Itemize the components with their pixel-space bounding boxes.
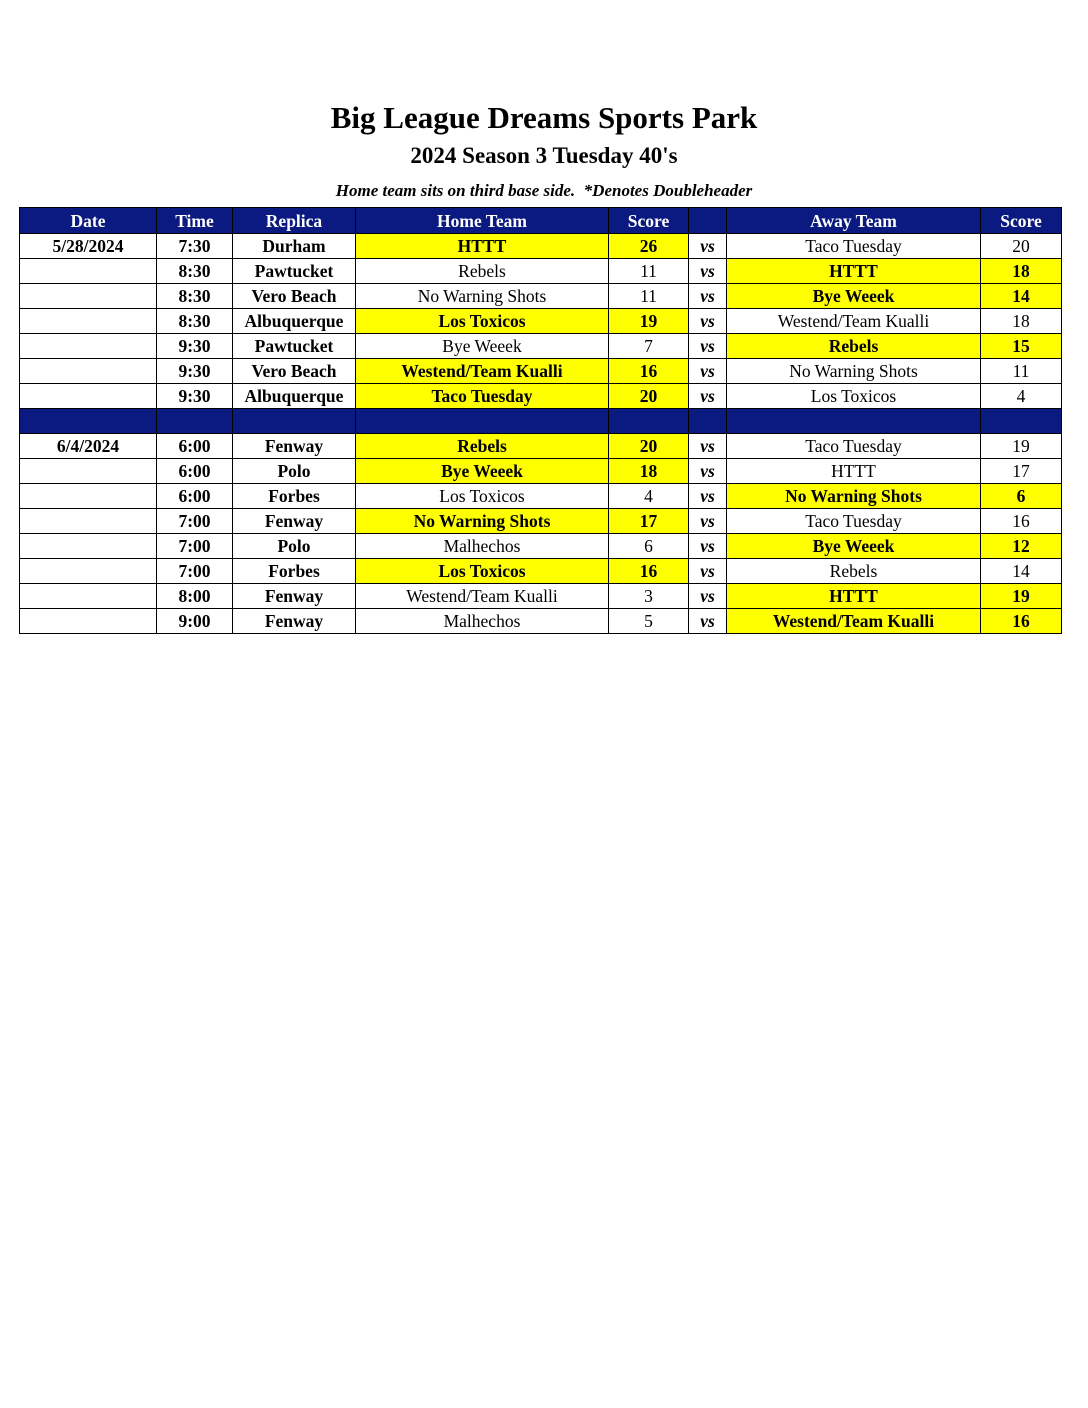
game-row bbox=[20, 259, 1062, 284]
game-date bbox=[20, 584, 157, 609]
game-time: 6:00 bbox=[157, 434, 233, 459]
away-score: 20 bbox=[981, 234, 1062, 259]
away-team: Bye Weeek bbox=[727, 534, 981, 559]
away-score: 16 bbox=[981, 609, 1062, 634]
game-row bbox=[20, 509, 1062, 534]
replica-field: Albuquerque bbox=[233, 309, 356, 334]
vs-label: vs bbox=[689, 459, 727, 484]
separator-cell bbox=[727, 409, 981, 434]
game-time: 9:00 bbox=[157, 609, 233, 634]
game-time: 7:00 bbox=[157, 509, 233, 534]
away-score: 11 bbox=[981, 359, 1062, 384]
away-score: 19 bbox=[981, 584, 1062, 609]
away-team: HTTT bbox=[727, 584, 981, 609]
vs-label: vs bbox=[689, 309, 727, 334]
home-team: Taco Tuesday bbox=[356, 384, 609, 409]
home-team: Malhechos bbox=[356, 534, 609, 559]
vs-label: vs bbox=[689, 359, 727, 384]
doubleheader-note: Home team sits on third base side. *Denotes Doubleheader bbox=[335, 181, 753, 200]
col-header-replica: Replica bbox=[233, 208, 356, 234]
game-time: 6:00 bbox=[157, 484, 233, 509]
game-time: 8:00 bbox=[157, 584, 233, 609]
game-row bbox=[20, 484, 1062, 509]
game-row bbox=[20, 384, 1062, 409]
replica-field: Forbes bbox=[233, 484, 356, 509]
home-team: HTTT bbox=[356, 234, 609, 259]
home-team: Westend/Team Kualli bbox=[356, 584, 609, 609]
home-score: 16 bbox=[609, 559, 689, 584]
home-team: No Warning Shots bbox=[356, 284, 609, 309]
game-time: 7:00 bbox=[157, 534, 233, 559]
away-team: Taco Tuesday bbox=[727, 434, 981, 459]
separator-cell bbox=[356, 409, 609, 434]
away-score: 4 bbox=[981, 384, 1062, 409]
home-score: 4 bbox=[609, 484, 689, 509]
game-time: 8:30 bbox=[157, 309, 233, 334]
week-separator-row bbox=[20, 409, 1062, 434]
away-score: 18 bbox=[981, 309, 1062, 334]
game-time: 9:30 bbox=[157, 359, 233, 384]
home-score: 26 bbox=[609, 234, 689, 259]
away-score: 14 bbox=[981, 284, 1062, 309]
away-team: Westend/Team Kualli bbox=[727, 309, 981, 334]
replica-field: Fenway bbox=[233, 584, 356, 609]
separator-cell bbox=[609, 409, 689, 434]
away-team: No Warning Shots bbox=[727, 484, 981, 509]
away-score: 18 bbox=[981, 259, 1062, 284]
away-team: Taco Tuesday bbox=[727, 509, 981, 534]
replica-field: Fenway bbox=[233, 434, 356, 459]
game-date bbox=[20, 459, 157, 484]
away-score: 16 bbox=[981, 509, 1062, 534]
game-date bbox=[20, 259, 157, 284]
game-date bbox=[20, 284, 157, 309]
separator-cell bbox=[157, 409, 233, 434]
game-date bbox=[20, 509, 157, 534]
vs-label: vs bbox=[689, 334, 727, 359]
game-date bbox=[20, 609, 157, 634]
game-row bbox=[20, 559, 1062, 584]
home-score: 5 bbox=[609, 609, 689, 634]
replica-field: Pawtucket bbox=[233, 334, 356, 359]
game-row bbox=[20, 609, 1062, 634]
col-header-away-score: Score bbox=[981, 208, 1062, 234]
game-row bbox=[20, 284, 1062, 309]
away-score: 6 bbox=[981, 484, 1062, 509]
away-score: 19 bbox=[981, 434, 1062, 459]
home-team: No Warning Shots bbox=[356, 509, 609, 534]
home-team: Westend/Team Kualli bbox=[356, 359, 609, 384]
home-score: 11 bbox=[609, 284, 689, 309]
col-header-date: Date bbox=[20, 208, 157, 234]
replica-field: Polo bbox=[233, 534, 356, 559]
home-score: 20 bbox=[609, 434, 689, 459]
away-team: HTTT bbox=[727, 459, 981, 484]
col-header-vs bbox=[689, 208, 727, 234]
home-score: 6 bbox=[609, 534, 689, 559]
away-team: Rebels bbox=[727, 334, 981, 359]
game-time: 7:30 bbox=[157, 234, 233, 259]
game-row bbox=[20, 534, 1062, 559]
home-team: Rebels bbox=[356, 259, 609, 284]
replica-field: Polo bbox=[233, 459, 356, 484]
vs-label: vs bbox=[689, 234, 727, 259]
separator-cell bbox=[233, 409, 356, 434]
game-time: 9:30 bbox=[157, 384, 233, 409]
game-date: 5/28/2024 bbox=[20, 234, 157, 259]
home-score: 11 bbox=[609, 259, 689, 284]
col-header-time: Time bbox=[157, 208, 233, 234]
separator-cell bbox=[689, 409, 727, 434]
replica-field: Albuquerque bbox=[233, 384, 356, 409]
away-score: 17 bbox=[981, 459, 1062, 484]
game-row bbox=[20, 234, 1062, 259]
game-date bbox=[20, 309, 157, 334]
replica-field: Fenway bbox=[233, 609, 356, 634]
col-header-home-score: Score bbox=[609, 208, 689, 234]
replica-field: Durham bbox=[233, 234, 356, 259]
home-team: Los Toxicos bbox=[356, 559, 609, 584]
replica-field: Fenway bbox=[233, 509, 356, 534]
game-row bbox=[20, 459, 1062, 484]
game-date: 6/4/2024 bbox=[20, 434, 157, 459]
replica-field: Forbes bbox=[233, 559, 356, 584]
away-score: 12 bbox=[981, 534, 1062, 559]
vs-label: vs bbox=[689, 609, 727, 634]
game-date bbox=[20, 484, 157, 509]
home-score: 20 bbox=[609, 384, 689, 409]
vs-label: vs bbox=[689, 509, 727, 534]
col-header-home-team: Home Team bbox=[356, 208, 609, 234]
header-row bbox=[20, 208, 1062, 234]
away-team: Rebels bbox=[727, 559, 981, 584]
home-score: 16 bbox=[609, 359, 689, 384]
home-team: Rebels bbox=[356, 434, 609, 459]
away-team: HTTT bbox=[727, 259, 981, 284]
game-date bbox=[20, 334, 157, 359]
replica-field: Vero Beach bbox=[233, 284, 356, 309]
home-score: 17 bbox=[609, 509, 689, 534]
replica-field: Vero Beach bbox=[233, 359, 356, 384]
replica-field: Pawtucket bbox=[233, 259, 356, 284]
home-team: Malhechos bbox=[356, 609, 609, 634]
game-date bbox=[20, 534, 157, 559]
game-time: 9:30 bbox=[157, 334, 233, 359]
game-date bbox=[20, 384, 157, 409]
vs-label: vs bbox=[689, 584, 727, 609]
game-row bbox=[20, 359, 1062, 384]
season-subtitle: 2024 Season 3 Tuesday 40's bbox=[410, 143, 678, 168]
vs-label: vs bbox=[689, 434, 727, 459]
col-header-away-team: Away Team bbox=[727, 208, 981, 234]
vs-label: vs bbox=[689, 559, 727, 584]
game-row bbox=[20, 334, 1062, 359]
home-score: 19 bbox=[609, 309, 689, 334]
home-score: 3 bbox=[609, 584, 689, 609]
home-team: Los Toxicos bbox=[356, 309, 609, 334]
vs-label: vs bbox=[689, 534, 727, 559]
separator-cell bbox=[20, 409, 157, 434]
game-date bbox=[20, 559, 157, 584]
page-title: Big League Dreams Sports Park bbox=[330, 100, 758, 135]
home-team: Bye Weeek bbox=[356, 459, 609, 484]
game-date bbox=[20, 359, 157, 384]
away-team: Taco Tuesday bbox=[727, 234, 981, 259]
away-score: 14 bbox=[981, 559, 1062, 584]
vs-label: vs bbox=[689, 484, 727, 509]
game-time: 7:00 bbox=[157, 559, 233, 584]
away-team: Bye Weeek bbox=[727, 284, 981, 309]
vs-label: vs bbox=[689, 284, 727, 309]
schedule-table bbox=[19, 207, 1062, 634]
away-team: Los Toxicos bbox=[727, 384, 981, 409]
home-score: 18 bbox=[609, 459, 689, 484]
game-time: 8:30 bbox=[157, 259, 233, 284]
home-team: Bye Weeek bbox=[356, 334, 609, 359]
away-team: No Warning Shots bbox=[727, 359, 981, 384]
separator-cell bbox=[981, 409, 1062, 434]
game-row bbox=[20, 434, 1062, 459]
away-score: 15 bbox=[981, 334, 1062, 359]
home-team: Los Toxicos bbox=[356, 484, 609, 509]
vs-label: vs bbox=[689, 259, 727, 284]
vs-label: vs bbox=[689, 384, 727, 409]
schedule-body bbox=[20, 234, 1062, 634]
away-team: Westend/Team Kualli bbox=[727, 609, 981, 634]
game-row bbox=[20, 309, 1062, 334]
game-time: 6:00 bbox=[157, 459, 233, 484]
home-score: 7 bbox=[609, 334, 689, 359]
game-time: 8:30 bbox=[157, 284, 233, 309]
game-row bbox=[20, 584, 1062, 609]
